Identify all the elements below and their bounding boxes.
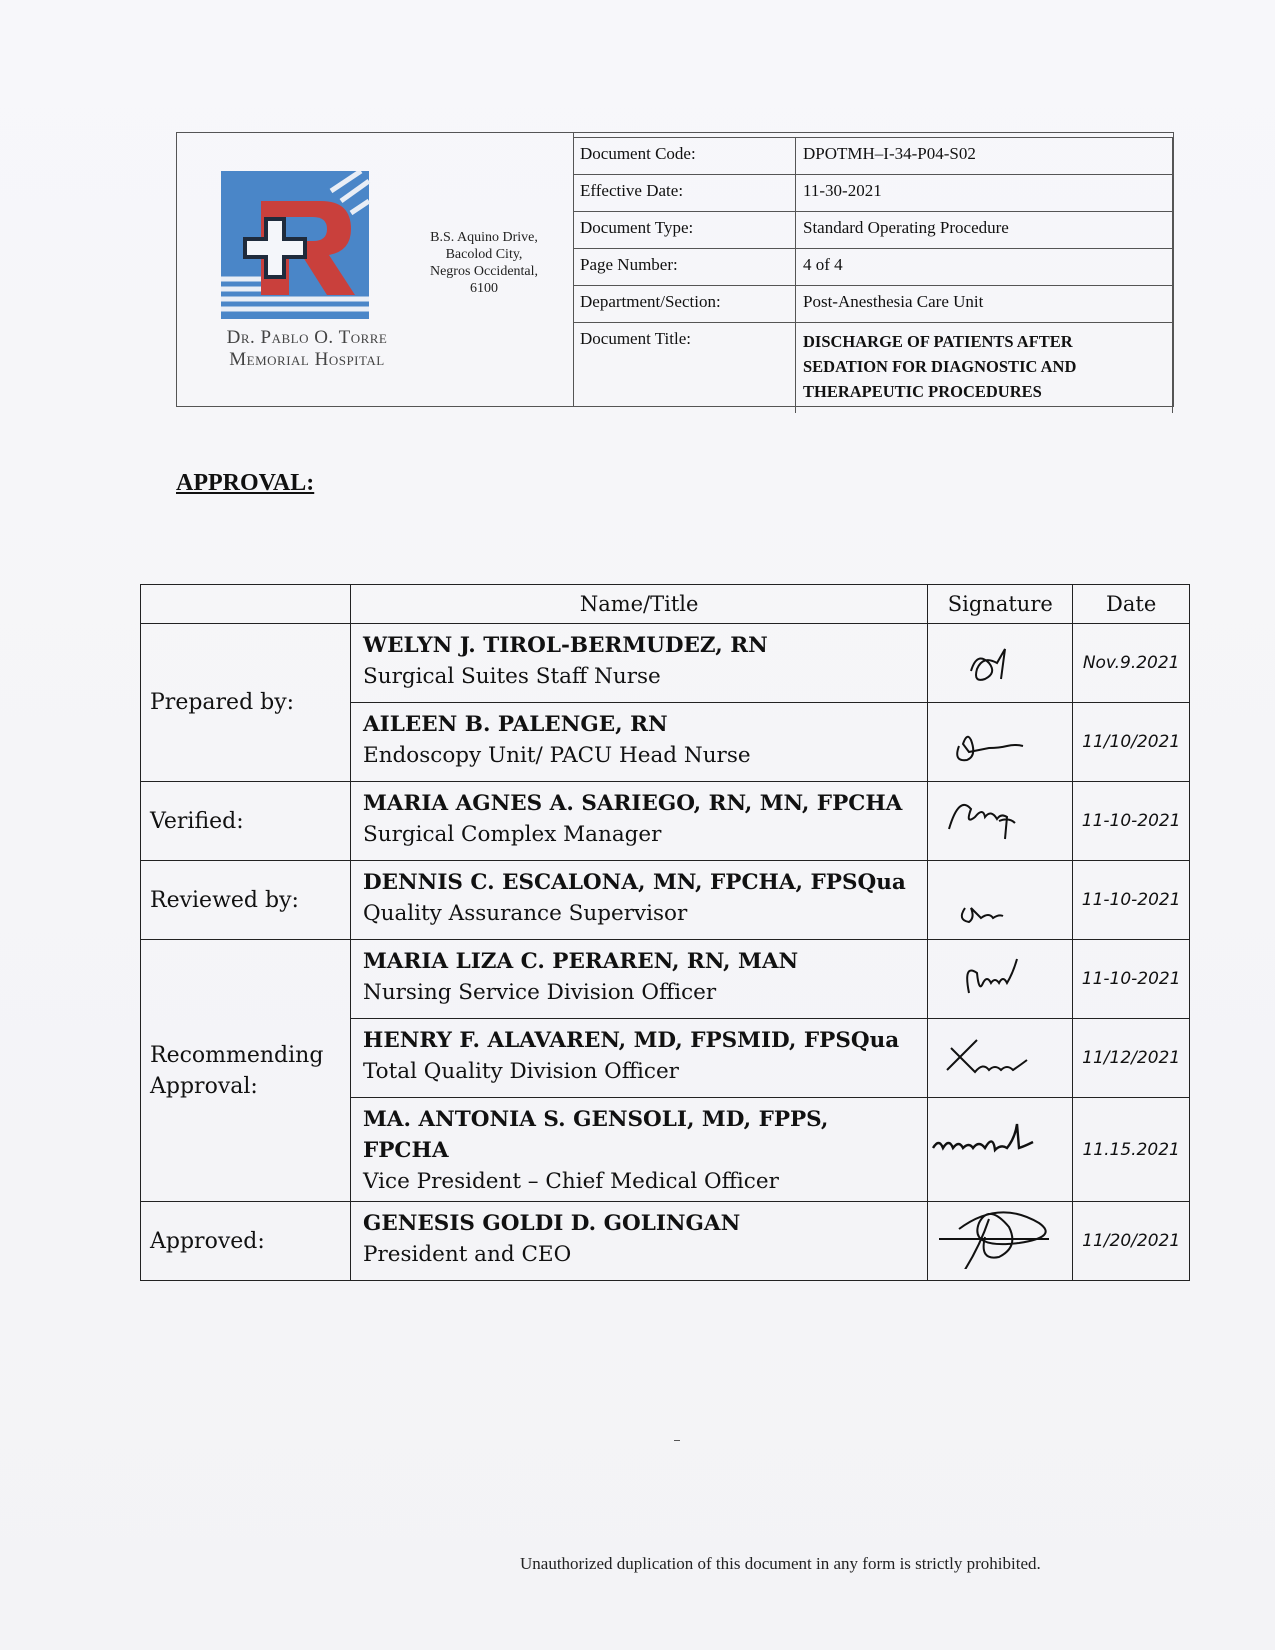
date-cell [1073,624,1190,703]
document-header [176,132,1174,407]
info-label: Document Type: [573,212,796,249]
signature-icon [929,868,1069,928]
column-header: Name/Title [351,585,928,624]
hospital-name [187,327,427,371]
signatory-name: DENNIS C. ESCALONA, MN, FPCHA, FPSQua [363,870,906,895]
role-label: Reviewed by: [141,861,351,940]
role-label: Prepared by: [141,624,351,782]
info-label: Document Code: [573,138,796,175]
role-label: Approved: [141,1202,351,1281]
signatory-name: MARIA AGNES A. SARIEGO, RN, MN, FPCHA [363,791,903,816]
date-cell [1073,782,1190,861]
signed-date: 11/10/2021 [1082,732,1181,752]
role-label [141,940,351,1202]
signed-date: 11/20/2021 [1082,1231,1181,1251]
signature-icon [929,1118,1069,1178]
info-value: Standard Operating Procedure [796,212,1173,249]
hospital-logo-icon [221,171,381,331]
date-cell [1073,1098,1190,1202]
hospital-name-line1: Dr. Pablo O. Torre [226,327,388,348]
signatory-title: Surgical Suites Staff Nurse [363,664,661,689]
info-row [573,138,1173,175]
signatory-name: GENESIS GOLDI D. GOLINGAN [363,1211,741,1236]
approval-row [141,1202,1190,1281]
approval-table [140,584,1190,1281]
approval-heading: APPROVAL: [176,470,315,496]
signatory-name: AILEEN B. PALENGE, RN [363,712,668,737]
info-row [573,286,1173,323]
signed-date: 11-10-2021 [1081,969,1181,989]
approval-row [141,861,1190,940]
document-title [796,323,1173,414]
title-line: SEDATION FOR DIAGNOSTIC AND [803,357,1077,376]
date-cell [1073,861,1190,940]
info-label: Department/Section: [573,286,796,323]
date-cell [1073,703,1190,782]
document-info-table [573,137,1173,413]
role-label: Verified: [141,782,351,861]
blank-header [141,585,351,624]
role-label-line: Recommending [150,1042,324,1068]
hospital-name-line2: Memorial Hospital [229,349,385,370]
date-cell [1073,1019,1190,1098]
page-mark [674,1440,680,1441]
approval-header-row [141,585,1190,624]
address-line: 6100 [470,281,498,296]
address-line: Bacolod City, [445,247,523,262]
info-label: Effective Date: [573,175,796,212]
approval-row [141,782,1190,861]
signature-icon [929,1209,1069,1269]
signature-cell [928,861,1073,940]
name-title-cell [351,1202,928,1281]
info-value: 11-30-2021 [796,175,1173,212]
approval-row [141,940,1190,1019]
signed-date: 11.15.2021 [1082,1139,1180,1160]
signatory-title: President and CEO [363,1242,572,1267]
signatory-name: MARIA LIZA C. PERAREN, RN, MAN [363,949,799,974]
signatory-title: Surgical Complex Manager [363,822,662,847]
signature-cell [928,1019,1073,1098]
address-line: B.S. Aquino Drive, [430,230,538,245]
column-header: Date [1073,585,1190,624]
signature-icon [929,710,1069,770]
info-label: Page Number: [573,249,796,286]
logo-cell [177,133,574,406]
info-row [573,249,1173,286]
signature-icon [929,947,1069,1007]
name-title-cell [351,940,928,1019]
name-title-cell [351,1019,928,1098]
approval-row [141,624,1190,703]
signed-date: 11-10-2021 [1081,811,1181,831]
name-title-cell [351,624,928,703]
info-row-title [573,323,1173,414]
signature-icon [929,1026,1069,1086]
footer-notice: Unauthorized duplication of this document in any form is strictly prohibited. [520,1554,1041,1573]
info-row [573,212,1173,249]
date-cell [1073,940,1190,1019]
info-label: Document Title: [573,323,796,414]
signatory-title: Total Quality Division Officer [363,1059,679,1084]
name-title-cell [351,1098,928,1202]
info-value: 4 of 4 [796,249,1173,286]
name-title-cell [351,782,928,861]
name-title-cell [351,703,928,782]
signatory-title: Endoscopy Unit/ PACU Head Nurse [363,743,751,768]
signatory-title: Quality Assurance Supervisor [363,901,688,926]
signatory-title: Vice President – Chief Medical Officer [363,1169,779,1194]
signature-cell [928,703,1073,782]
signature-icon [929,789,1069,849]
signatory-name: WELYN J. TIROL-BERMUDEZ, RN [363,633,768,658]
hospital-address [409,229,559,297]
signed-date: 11-10-2021 [1081,890,1181,910]
signed-date: Nov.9.2021 [1082,653,1180,673]
signature-cell [928,1202,1073,1281]
column-header: Signature [928,585,1073,624]
address-line: Negros Occidental, [429,264,539,279]
signature-cell [928,624,1073,703]
signature-cell [928,940,1073,1019]
signed-date: 11/12/2021 [1082,1048,1181,1068]
info-row [573,175,1173,212]
signatory-name: MA. ANTONIA S. GENSOLI, MD, FPPS, FPCHA [363,1107,829,1163]
info-value: DPOTMH–I-34-P04-S02 [796,138,1173,175]
title-line: DISCHARGE OF PATIENTS AFTER [803,332,1073,351]
role-label-line: Approval: [150,1073,258,1099]
title-line: THERAPEUTIC PROCEDURES [803,382,1042,401]
signatory-title: Nursing Service Division Officer [363,980,717,1005]
info-value: Post-Anesthesia Care Unit [796,286,1173,323]
signature-cell [928,782,1073,861]
date-cell [1073,1202,1190,1281]
signature-icon [929,631,1069,691]
name-title-cell [351,861,928,940]
signature-cell [928,1098,1073,1202]
signatory-name: HENRY F. ALAVAREN, MD, FPSMID, FPSQua [363,1028,900,1053]
